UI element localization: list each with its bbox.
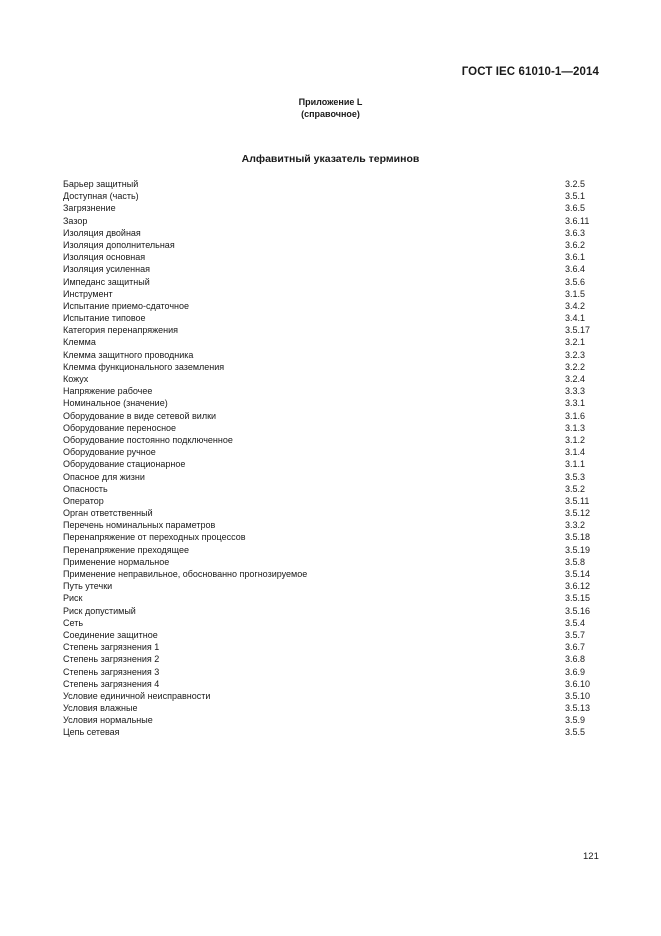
term-name: Инструмент: [63, 288, 113, 299]
term-reference: 3.5.10: [565, 690, 591, 701]
term-reference: 3.5.15: [565, 593, 591, 604]
term-reference: 3.5.17: [565, 325, 591, 336]
term-reference: 3.1.1: [565, 459, 586, 470]
term-row: [63, 556, 598, 568]
term-reference: 3.5.8: [565, 556, 586, 567]
page-number: 121: [583, 851, 599, 862]
term-reference: 3.5.3: [565, 471, 586, 482]
term-row: [63, 605, 598, 617]
term-reference: 3.1.4: [565, 447, 586, 458]
term-row: [63, 653, 598, 665]
term-reference: 3.6.10: [565, 678, 591, 689]
term-reference: 3.6.5: [565, 203, 586, 214]
term-reference: 3.6.12: [565, 581, 591, 592]
term-name: Категория перенапряжения: [63, 325, 178, 336]
term-row: [63, 702, 598, 714]
term-reference: 3.5.14: [565, 569, 591, 579]
term-name: Зазор: [63, 215, 88, 226]
standard-header: ГОСТ IEC 61010-1—2014: [461, 66, 599, 78]
term-row: [63, 580, 598, 592]
term-name: Загрязнение: [63, 203, 116, 214]
term-row: [63, 434, 598, 446]
term-row: [63, 519, 598, 531]
term-row: [63, 495, 598, 507]
term-row: [63, 312, 598, 324]
term-row: [63, 714, 598, 726]
term-reference: 3.5.19: [565, 544, 591, 555]
term-row: [63, 251, 598, 263]
term-row: [63, 239, 598, 251]
term-name: Оператор: [63, 495, 104, 506]
term-row: [63, 568, 598, 580]
term-index-list: [63, 178, 598, 739]
term-row: [63, 422, 598, 434]
term-reference: 3.3.3: [565, 386, 586, 397]
term-row: [63, 349, 598, 361]
term-reference: 3.5.1: [565, 191, 586, 202]
term-row: [63, 592, 598, 604]
term-name: Оборудование ручное: [63, 447, 156, 458]
term-reference: 3.5.2: [565, 483, 586, 494]
term-row: [63, 483, 598, 495]
term-reference: 3.5.5: [565, 727, 586, 738]
term-reference: 3.1.6: [565, 410, 586, 421]
term-name: Соединение защитное: [63, 629, 158, 640]
term-reference: 3.6.2: [565, 239, 586, 250]
term-row: [63, 666, 598, 678]
term-row: [63, 446, 598, 458]
term-reference: 3.2.5: [565, 179, 586, 189]
term-name: Номинальное (значение): [63, 398, 168, 409]
term-reference: 3.1.5: [565, 288, 586, 299]
term-row: [63, 385, 598, 397]
term-reference: 3.5.9: [565, 715, 586, 726]
term-row: [63, 726, 598, 738]
term-reference: 3.5.11: [565, 495, 590, 506]
term-reference: 3.6.7: [565, 642, 586, 653]
term-reference: 3.2.2: [565, 361, 586, 372]
term-row: [63, 324, 598, 336]
term-reference: 3.2.3: [565, 349, 586, 360]
term-reference: 3.1.3: [565, 422, 586, 433]
term-reference: 3.4.1: [565, 313, 586, 324]
term-name: Клемма: [63, 337, 96, 348]
term-row: [63, 336, 598, 348]
term-name: Применение неправильное, обоснованно прогнозируемое: [63, 569, 308, 579]
term-reference: 3.6.4: [565, 264, 586, 275]
term-reference: 3.6.1: [565, 252, 586, 263]
term-name: Изоляция усиленная: [63, 264, 150, 275]
term-row: [63, 690, 598, 702]
term-reference: 3.5.16: [565, 605, 591, 616]
term-row: [63, 544, 598, 556]
term-row: [63, 531, 598, 543]
term-row: [63, 263, 598, 275]
term-row: [63, 678, 598, 690]
term-reference: 3.5.13: [565, 703, 591, 714]
appendix-heading: [0, 96, 661, 120]
term-row: [63, 410, 598, 422]
term-reference: 3.5.18: [565, 532, 591, 543]
term-name: Изоляция двойная: [63, 227, 141, 238]
term-name: Испытание приемо-сдаточное: [63, 300, 189, 311]
term-row: [63, 373, 598, 385]
term-reference: 3.1.2: [565, 434, 586, 445]
term-name: Оборудование постоянно подключенное: [63, 434, 233, 445]
term-name: Клемма защитного проводника: [63, 349, 194, 360]
term-name: Импеданс защитный: [63, 276, 150, 287]
term-name: Опасное для жизни: [63, 471, 145, 482]
term-reference: 3.6.11: [565, 215, 590, 226]
term-name: Путь утечки: [63, 581, 113, 592]
term-name: Изоляция дополнительная: [63, 239, 175, 250]
term-row: [63, 507, 598, 519]
term-row: [63, 617, 598, 629]
term-row: [63, 629, 598, 641]
term-reference: 3.6.9: [565, 666, 586, 677]
term-row: [63, 300, 598, 312]
term-name: Сеть: [63, 617, 84, 628]
term-reference: 3.5.12: [565, 508, 591, 519]
term-name: Оборудование переносное: [63, 422, 177, 433]
term-name: Условия влажные: [63, 703, 138, 714]
term-row: [63, 288, 598, 300]
term-name: Условия нормальные: [63, 715, 153, 726]
term-reference: 3.5.7: [565, 629, 586, 640]
term-name: Перенапряжение преходящее: [63, 544, 189, 555]
term-name: Клемма функционального заземления: [63, 361, 225, 372]
term-name: Оборудование в виде сетевой вилки: [63, 410, 217, 421]
term-row: [63, 471, 598, 483]
term-reference: 3.3.1: [565, 398, 586, 409]
term-reference: 3.6.8: [565, 654, 586, 665]
term-name: Орган ответственный: [63, 508, 153, 519]
term-reference: 3.4.2: [565, 300, 586, 311]
term-name: Опасность: [63, 483, 108, 494]
term-row: [63, 190, 598, 202]
term-reference: 3.5.4: [565, 617, 586, 628]
term-row: [63, 202, 598, 214]
term-name: Кожух: [63, 374, 89, 384]
term-name: Применение нормальное: [63, 556, 170, 567]
index-title: Алфавитный указатель терминов: [241, 153, 420, 165]
appendix-title: Приложение L: [298, 97, 363, 107]
appendix-subtitle: (справочное): [301, 109, 360, 119]
term-row: [63, 641, 598, 653]
term-name: Риск допустимый: [63, 605, 136, 616]
term-name: Риск: [63, 593, 83, 604]
term-name: Степень загрязнения 1: [63, 642, 160, 653]
term-name: Условие единичной неисправности: [63, 690, 211, 701]
term-name: Доступная (часть): [63, 191, 139, 202]
term-name: Напряжение рабочее: [63, 386, 153, 397]
term-row: [63, 397, 598, 409]
term-name: Перенапряжение от переходных процессов: [63, 532, 246, 543]
term-reference: 3.5.6: [565, 276, 586, 287]
term-reference: 3.6.3: [565, 227, 586, 238]
term-name: Степень загрязнения 4: [63, 678, 160, 689]
term-reference: 3.3.2: [565, 520, 586, 531]
term-name: Барьер защитный: [63, 179, 139, 189]
term-name: Оборудование стационарное: [63, 459, 186, 470]
term-row: [63, 178, 598, 190]
term-row: [63, 215, 598, 227]
term-name: Цепь сетевая: [63, 727, 120, 738]
term-name: Степень загрязнения 2: [63, 654, 160, 665]
term-name: Степень загрязнения 3: [63, 666, 160, 677]
term-reference: 3.2.4: [565, 374, 586, 384]
term-row: [63, 361, 598, 373]
term-name: Перечень номинальных параметров: [63, 520, 216, 531]
term-row: [63, 227, 598, 239]
term-row: [63, 458, 598, 470]
term-reference: 3.2.1: [565, 337, 586, 348]
term-row: [63, 276, 598, 288]
term-name: Изоляция основная: [63, 252, 146, 263]
term-name: Испытание типовое: [63, 313, 146, 324]
